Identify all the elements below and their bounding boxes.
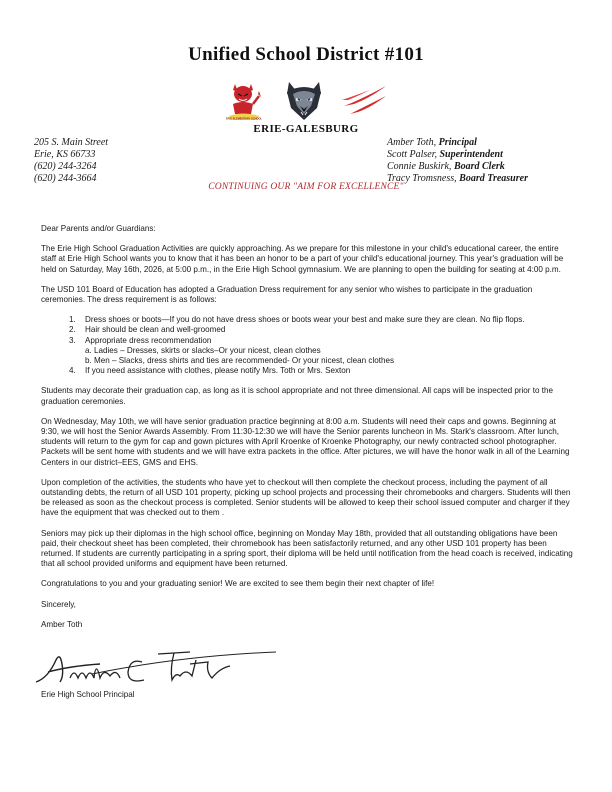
list-text: If you need assistance with clothes, please notify Mrs. Toth or Mrs. Sexton <box>85 366 351 376</box>
list-number: 2. <box>69 325 76 335</box>
wolf-mascot-logo <box>279 78 329 122</box>
address-city: Erie, KS 66733 <box>34 149 96 160</box>
closing: Sincerely, <box>41 599 76 609</box>
signer-name: Amber Toth <box>41 619 83 629</box>
dress-requirement-list <box>41 315 575 376</box>
paragraph-caps: Students may decorate their graduation cap, as long as it is school appropriate and not three dimensional. All caps will be inspected prior to the graduation ceremonies. <box>41 386 554 406</box>
officer-list <box>387 137 607 185</box>
salutation: Dear Parents and/or Guardians: <box>41 224 156 233</box>
letter-body <box>41 224 575 630</box>
district-name: Unified School District #101 <box>188 44 424 65</box>
list-item <box>41 336 575 367</box>
sub-item-men: b. Men – Slacks, dress shirts and ties are recommended- Or your nicest, clean clothes <box>85 356 395 366</box>
list-item <box>41 325 575 335</box>
list-text: Appropriate dress recommendation <box>85 335 212 345</box>
school-address <box>34 137 234 185</box>
paragraph-diplomas: Seniors may pick up their diplomas in the high school office, beginning on Monday May 18th, provided that all outstanding obligations have been paid, their checkout sheet has been completed, their chromebook has been satisfactorily returned, and any other USD 101 property has been returned. If students are currently participating in a spring sport, their diploma will be held until notification from the head coach is received, indicating that all school provided uniforms and equipment have been returned. <box>41 528 573 569</box>
officer-title: Superintendent <box>439 149 503 160</box>
paragraph-practice: On Wednesday, May 10th, we will have senior graduation practice beginning at 8:00 a.m. Students will need their caps and gowns. Beginning at 9:30, we will host the Senior Awards Assembly. From 11:30-12:30 we will have the Senior parents luncheon in Ms. Stark's classroom. After lunch, students will return to the gym for cap and gown pictures with April Kroenke of Kroenke Photography, our newly contracted school photographer. Packets will be sent home with students and we will have extra packets in the office. After pictures, we will have the honor walk in all of the Learning Centers in our district–EES, GMS and EHS. <box>41 416 570 467</box>
signer-title: Erie High School Principal <box>41 690 135 699</box>
address-phone-1: (620) 244-3264 <box>34 161 97 172</box>
sub-item-ladies: a. Ladies – Dresses, skirts or slacks–Or your nicest, clean clothes <box>85 345 321 355</box>
red-swoosh-logo <box>340 82 390 118</box>
officer-superintendent <box>387 149 607 161</box>
logo-row <box>0 78 612 122</box>
paragraph-checkout: Upon completion of the activities, the students who have yet to checkout will then complete the checkout process, including the payment of all outstanding debts, the return of all USD 101 property, picking up school projects and processing their chromebooks and chargers. Students will then be released as soon as the checkout process is completed. Senior students will be allowed to keep their school issued computer and charger if they have the equipment that was checked out to them . <box>41 477 571 518</box>
list-number: 1. <box>69 315 76 325</box>
officer-name: Connie Buskirk, <box>387 161 454 172</box>
officer-name: Amber Toth, <box>387 137 439 148</box>
town-name: ERIE-GALESBURG <box>253 123 359 135</box>
handwritten-signature <box>30 638 280 694</box>
officer-title: Principal <box>438 137 477 148</box>
address-phone-2: (620) 244-3664 <box>34 173 97 184</box>
address-street: 205 S. Main Street <box>34 137 109 148</box>
district-motto: CONTINUING OUR "AIM FOR EXCELLENCE" <box>208 182 404 192</box>
officer-title: Board Treasurer <box>459 173 528 184</box>
officer-title: Board Clerk <box>453 161 505 172</box>
paragraph-congratulations: Congratulations to you and your graduating senior! We are excited to see them begin their next chapter of life! <box>41 579 435 589</box>
devil-mascot-logo <box>221 78 267 122</box>
list-text: Dress shoes or boots—If you do not have dress shoes or boots wear your best and make sure they are clean. No flip flops. <box>85 315 525 325</box>
list-item <box>41 315 575 325</box>
officer-principal <box>387 137 607 149</box>
list-number: 4. <box>69 366 76 376</box>
list-number: 3. <box>69 335 76 345</box>
officer-board-clerk <box>387 161 607 173</box>
devil-logo-caption: ERIE ELEMENTARY SCHOOL <box>225 117 263 121</box>
paragraph-graduation-date: The Erie High School Graduation Activities are quickly approaching. As we prepare for this milestone in your child's educational career, the entire staff at Erie High School wants you to know that it has been an honor to be a part of your child's educational journey. This year's graduation will be held on Saturday, May 16th, 2026, at 5:00 p.m., in the Erie High School gymnasium. We are planning to open the building for seating at 4:00 p.m. <box>41 244 564 274</box>
officer-name: Scott Palser, <box>387 149 440 160</box>
paragraph-dress-requirement: The USD 101 Board of Education has adopted a Graduation Dress requirement for any senior who wishes to participate in the graduation ceremonies. The dress requirement is as follows: <box>41 284 533 305</box>
officer-name: Tracy Tromsness, <box>387 173 460 184</box>
list-text: Hair should be clean and well-groomed <box>85 325 226 335</box>
list-item <box>41 366 575 376</box>
